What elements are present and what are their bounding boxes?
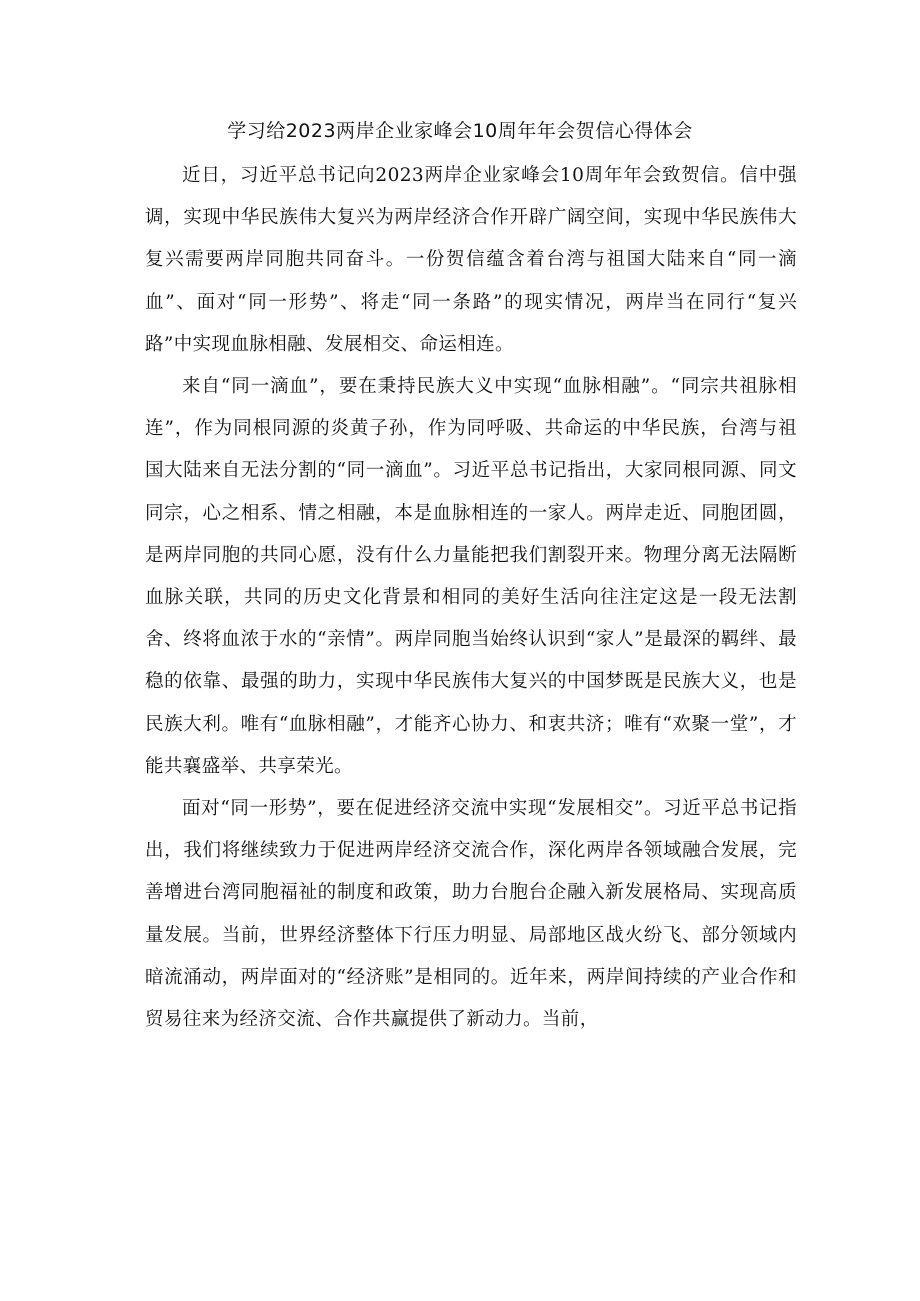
paragraph-3: 面对“同一形势”，要在促进经济交流中实现“发展相交”。习近平总书记指出，我们将继续致力于促进两岸经济交流合作，深化两岸各领域融合发展，完善增进台湾同胞福祉的制度和政策，助力台胞台企融入新发展格局、实现高质量发展。当前，世界经济整体下行压力明显、局部地区战火纷飞、部分领域内暗流涌动，两岸面对的“经济账”是相同的。近年来，两岸间持续的产业合作和贸易往来为经济交流、合作共赢提供了新动力。当前， <box>145 798 797 1031</box>
paragraph-1: 近日，习近平总书记向2023两岸企业家峰会10周年年会致贺信。信中强调，实现中华民族伟大复兴为两岸经济合作开辟广阔空间，实现中华民族伟大复兴需要两岸同胞共同奋斗。一份贺信蕴含着台湾与祖国大陆来自“同一滴血”、面对“同一形势”、将走“同一条路”的现实情况，两岸当在同行“复兴路”中实现血脉相融、发展相交、命运相连。 <box>145 165 797 355</box>
document-title: 学习给2023两岸企业家峰会10周年年会贺信心得体会 <box>227 120 693 142</box>
paragraph-2: 来自“同一滴血”，要在秉持民族大义中实现“血脉相融”。“同宗共祖脉相连”，作为同根同源的炎黄子孙，作为同呼吸、共命运的中华民族，台湾与祖国大陆来自无法分割的“同一滴血”。习近平总书记指出，大家同根同源、同文同宗，心之相系、情之相融，本是血脉相连的一家人。两岸走近、同胞团圆，是两岸同胞的共同心愿，没有什么力量能把我们割裂开来。物理分离无法隔断血脉关联，共同的历史文化背景和相同的美好生活向往注定这是一段无法割舍、终将血浓于水的“亲情”。两岸同胞当始终认识到“家人”是最深的羁绊、最稳的依靠、最强的助力，实现中华民族伟大复兴的中国梦既是民族大义，也是民族大利。唯有“血脉相融”，才能齐心协力、和衷共济；唯有“欢聚一堂”，才能共襄盛举、共享荣光。 <box>145 376 797 777</box>
document-body <box>145 155 797 1041</box>
